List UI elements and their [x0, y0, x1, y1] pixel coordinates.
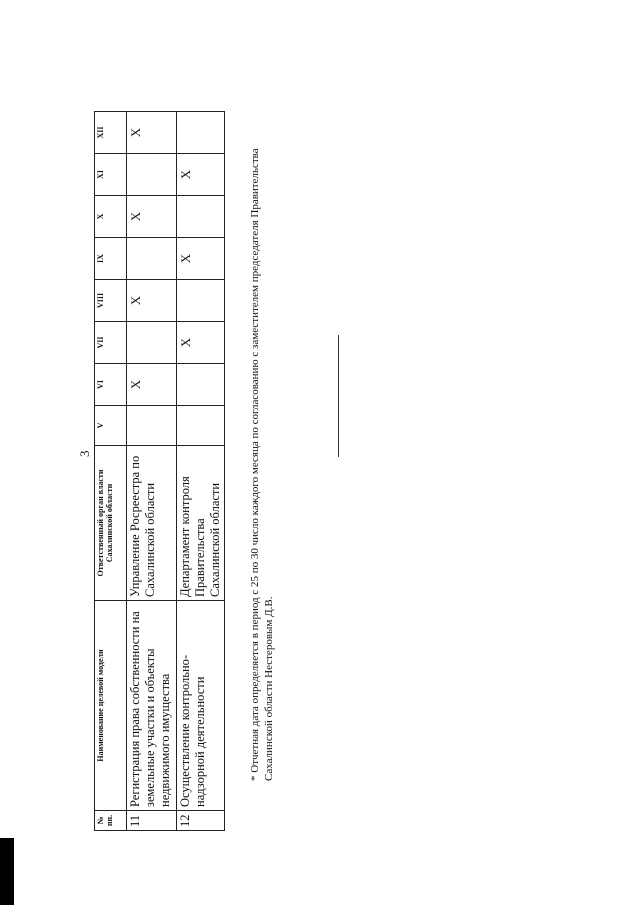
- header-org: Ответственный орган власти Сахалинской области: [95, 446, 127, 601]
- month-mark: X: [127, 364, 177, 406]
- header-month: V: [95, 406, 127, 446]
- header-month: XI: [95, 154, 127, 196]
- table-row: [177, 112, 225, 831]
- month-mark: [127, 322, 177, 364]
- header-num: № пп.: [95, 811, 127, 831]
- header-month: IX: [95, 238, 127, 280]
- header-month: VII: [95, 322, 127, 364]
- row-org: Управление Росреестра по Сахалинской области: [127, 446, 177, 601]
- month-mark: X: [127, 280, 177, 322]
- month-mark: X: [177, 322, 225, 364]
- header-month: X: [95, 196, 127, 238]
- row-name: Осуществление контрольно-надзорной деятельности: [177, 601, 225, 811]
- header-name: Наименование целевой модели: [95, 601, 127, 811]
- month-mark: [177, 280, 225, 322]
- footnote: * Отчетная дата определяется в период с 25 по 30 число каждого месяца по согласованию с заместителем председателя Правительства Сахалинской области Нестеровым Д.В.: [249, 148, 275, 781]
- month-mark: X: [177, 154, 225, 196]
- month-mark: [177, 196, 225, 238]
- header-month: XII: [95, 112, 127, 154]
- header-month: VIII: [95, 280, 127, 322]
- month-mark: [127, 154, 177, 196]
- closing-rule: [338, 335, 339, 457]
- row-number: 11: [127, 811, 177, 831]
- month-mark: [177, 406, 225, 446]
- schedule-table: [94, 111, 225, 831]
- month-mark: X: [177, 238, 225, 280]
- month-mark: X: [127, 196, 177, 238]
- row-name: Регистрация права собственности на земельные участки и объекты недвижимого имущества: [127, 601, 177, 811]
- month-mark: [127, 406, 177, 446]
- row-org: Департамент контроля Правительства Сахалинской области: [177, 446, 225, 601]
- month-mark: [127, 238, 177, 280]
- row-number: 12: [177, 811, 225, 831]
- month-mark: X: [127, 112, 177, 154]
- page-number: 3: [77, 450, 92, 457]
- month-mark: [177, 364, 225, 406]
- table-row: [127, 112, 177, 831]
- month-mark: [177, 112, 225, 154]
- table-header-row: [95, 112, 127, 831]
- header-month: VI: [95, 364, 127, 406]
